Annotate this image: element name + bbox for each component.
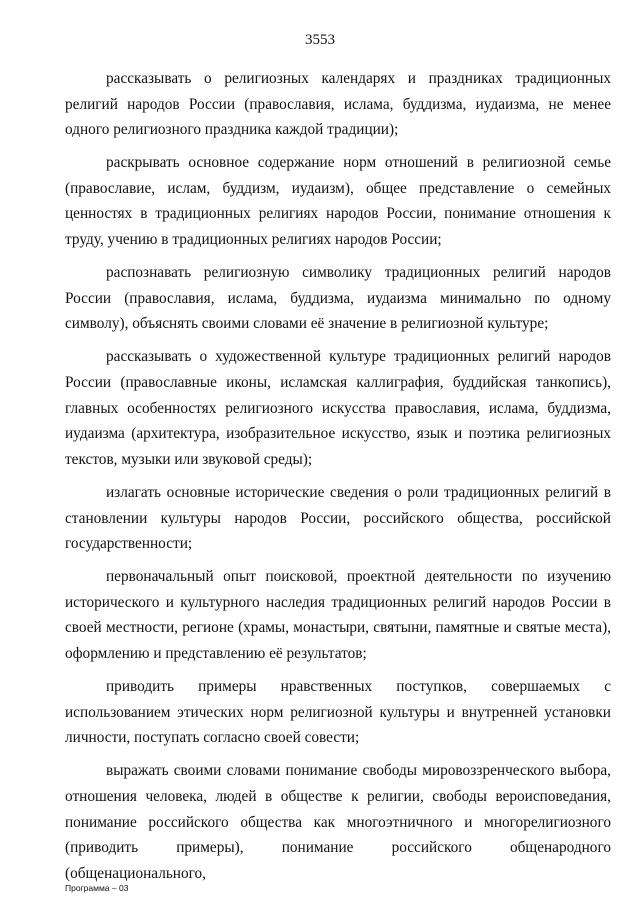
- page-number: 3553: [305, 32, 335, 48]
- paragraph: излагать основные исторические сведения о роли традиционных религий в становлении культуры народов России, российского общества, российской государственности;: [65, 483, 611, 553]
- body-text: [65, 66, 611, 894]
- paragraph: раскрывать основное содержание норм отношений в религиозной семье (православие, ислам, буддизм, иудаизм), общее представление о семейных ценностях в традиционных религиях народов России, понимание отношения к труду, учению в традиционных религиях народов России;: [65, 154, 611, 249]
- footer-label: Программа – 03: [65, 883, 129, 893]
- paragraph: приводить примеры нравственных поступков, совершаемых с использованием этических норм религиозной культуры и внутренней установки личности, поступать согласно своей совести;: [65, 678, 611, 747]
- paragraph: распознавать религиозную символику традиционных религий народов России (православия, ислама, буддизма, иудаизма минимально по одному символу), объяснять своими словами её значение в религиозной культуре;: [65, 264, 611, 333]
- paragraph: выражать своими словами понимание свободы мировоззренческого выбора, отношения человека, людей в обществе к религии, свободы вероисповедания, понимание российского общества как многоэтничного и многорелигиозного (приводить примеры), понимание российского общенародного (общенационального,: [65, 762, 611, 882]
- paragraph: рассказывать о религиозных календарях и праздниках традиционных религий народов России (православия, ислама, буддизма, иудаизма, не менее одного религиозного праздника каждой традиции);: [65, 70, 611, 139]
- paragraph: первоначальный опыт поисковой, проектной деятельности по изучению исторического и культурного наследия традиционных религий народов России в своей местности, регионе (храмы, монастыри, святыни, памятные и святые места), оформлению и представлению её результатов;: [65, 568, 611, 662]
- paragraph: рассказывать о художественной культуре традиционных религий народов России (православные иконы, исламская каллиграфия, буддийская танкопись), главных особенностях религиозного искусства православия, ислама, буддизма, иудаизма (архитектура, изобразительное искусство, язык и поэтика религиозных текстов, музыки или звуковой среды);: [65, 348, 611, 468]
